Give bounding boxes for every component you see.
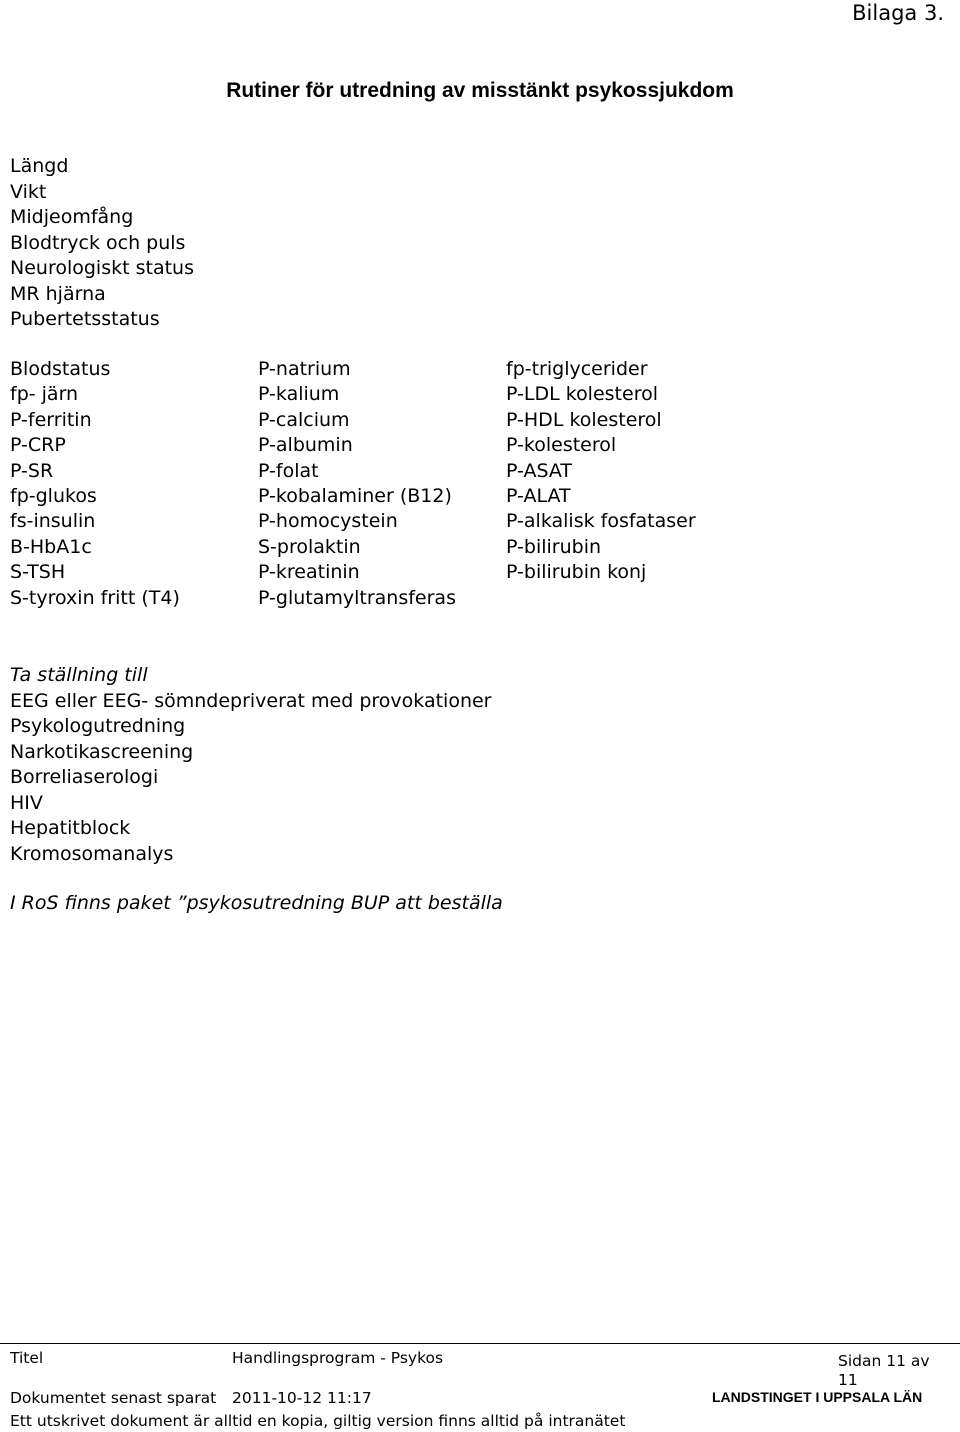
page-title: Rutiner för utredning av misstänkt psykossjukdom [226, 79, 734, 102]
lab-test-item: fp- järn [10, 383, 79, 406]
list-item: Psykologutredning [10, 715, 186, 737]
lab-tests-column-1 [10, 357, 180, 611]
footer-organization: LANDSTINGET I UPPSALA LÄN [712, 1389, 923, 1405]
lab-test-item: P-CRP [10, 434, 66, 457]
list-item: MR hjärna [10, 282, 106, 305]
lab-test-item: P-folat [258, 459, 319, 482]
lab-test-item: fs-insulin [10, 510, 96, 533]
lab-test-item: P-kreatinin [258, 561, 360, 584]
list-item: Kromosomanalys [10, 842, 174, 865]
footer-page-number: Sidan 11 av 11 [838, 1352, 930, 1389]
list-item: Narkotikascreening [10, 740, 194, 763]
list-item: Borreliaserologi [10, 766, 159, 788]
lab-test-item: P-kobalaminer (B12) [258, 484, 452, 507]
lab-test-item: P-natrium [258, 358, 351, 380]
lab-test-item: P-ASAT [506, 459, 573, 482]
attachment-label: Bilaga 3. [852, 1, 944, 25]
footer-saved-label: Dokumentet senast sparat [10, 1389, 217, 1407]
lab-test-item: P-albumin [258, 434, 353, 457]
lab-test-item: Blodstatus [10, 358, 111, 380]
footer-title-label: Titel [10, 1349, 44, 1367]
lab-tests-column-2 [258, 357, 456, 611]
list-item: Längd [10, 155, 69, 177]
lab-test-item: P-glutamyltransferas [258, 586, 456, 609]
lab-test-item: P-LDL kolesterol [506, 383, 658, 406]
lab-test-item: fp-triglycerider [506, 358, 648, 380]
footer-disclaimer: Ett utskrivet dokument är alltid en kopia, giltig version finns alltid på intranätet [10, 1412, 626, 1430]
list-item: Blodtryck och puls [10, 231, 186, 254]
lab-test-item: P-kalium [258, 383, 340, 406]
list-item: Pubertetsstatus [10, 308, 160, 330]
list-item: EEG eller EEG- sömndepriverat med provokationer [10, 689, 492, 712]
lab-test-item: B-HbA1c [10, 535, 92, 558]
lab-test-item: P-kolesterol [506, 434, 617, 457]
footer-title-value: Handlingsprogram - Psykos [232, 1349, 444, 1367]
lab-test-item: P-bilirubin [506, 535, 602, 558]
lab-test-item: P-homocystein [258, 510, 398, 533]
lab-test-item: P-alkalisk fosfataser [506, 510, 696, 533]
lab-test-item: P-SR [10, 459, 54, 482]
lab-test-item: P-calcium [258, 408, 350, 431]
lab-test-item: S-TSH [10, 561, 66, 584]
lab-tests-column-3 [506, 357, 696, 586]
lab-test-item: S-prolaktin [258, 535, 361, 558]
document-footer [0, 1343, 960, 1432]
list-item: Neurologiskt status [10, 257, 194, 279]
ordering-note: I RoS finns paket ”psykosutredning BUP att beställa [10, 892, 503, 914]
footer-saved-value: 2011-10-12 11:17 [232, 1389, 372, 1407]
list-item: HIV [10, 791, 43, 814]
lab-test-item: fp-glukos [10, 484, 97, 507]
list-item: Vikt [10, 180, 47, 203]
lab-test-item: S-tyroxin fritt (T4) [10, 586, 180, 609]
list-item: Hepatitblock [10, 817, 131, 839]
lab-test-item: P-bilirubin konj [506, 561, 647, 584]
lab-test-item: P-ferritin [10, 408, 92, 431]
list-item: Midjeomfång [10, 206, 134, 228]
consider-list [10, 663, 492, 867]
lab-test-item: P-ALAT [506, 484, 571, 507]
lab-test-item: P-HDL kolesterol [506, 408, 662, 431]
consider-heading: Ta ställning till [10, 664, 148, 686]
measures-list [10, 154, 194, 333]
